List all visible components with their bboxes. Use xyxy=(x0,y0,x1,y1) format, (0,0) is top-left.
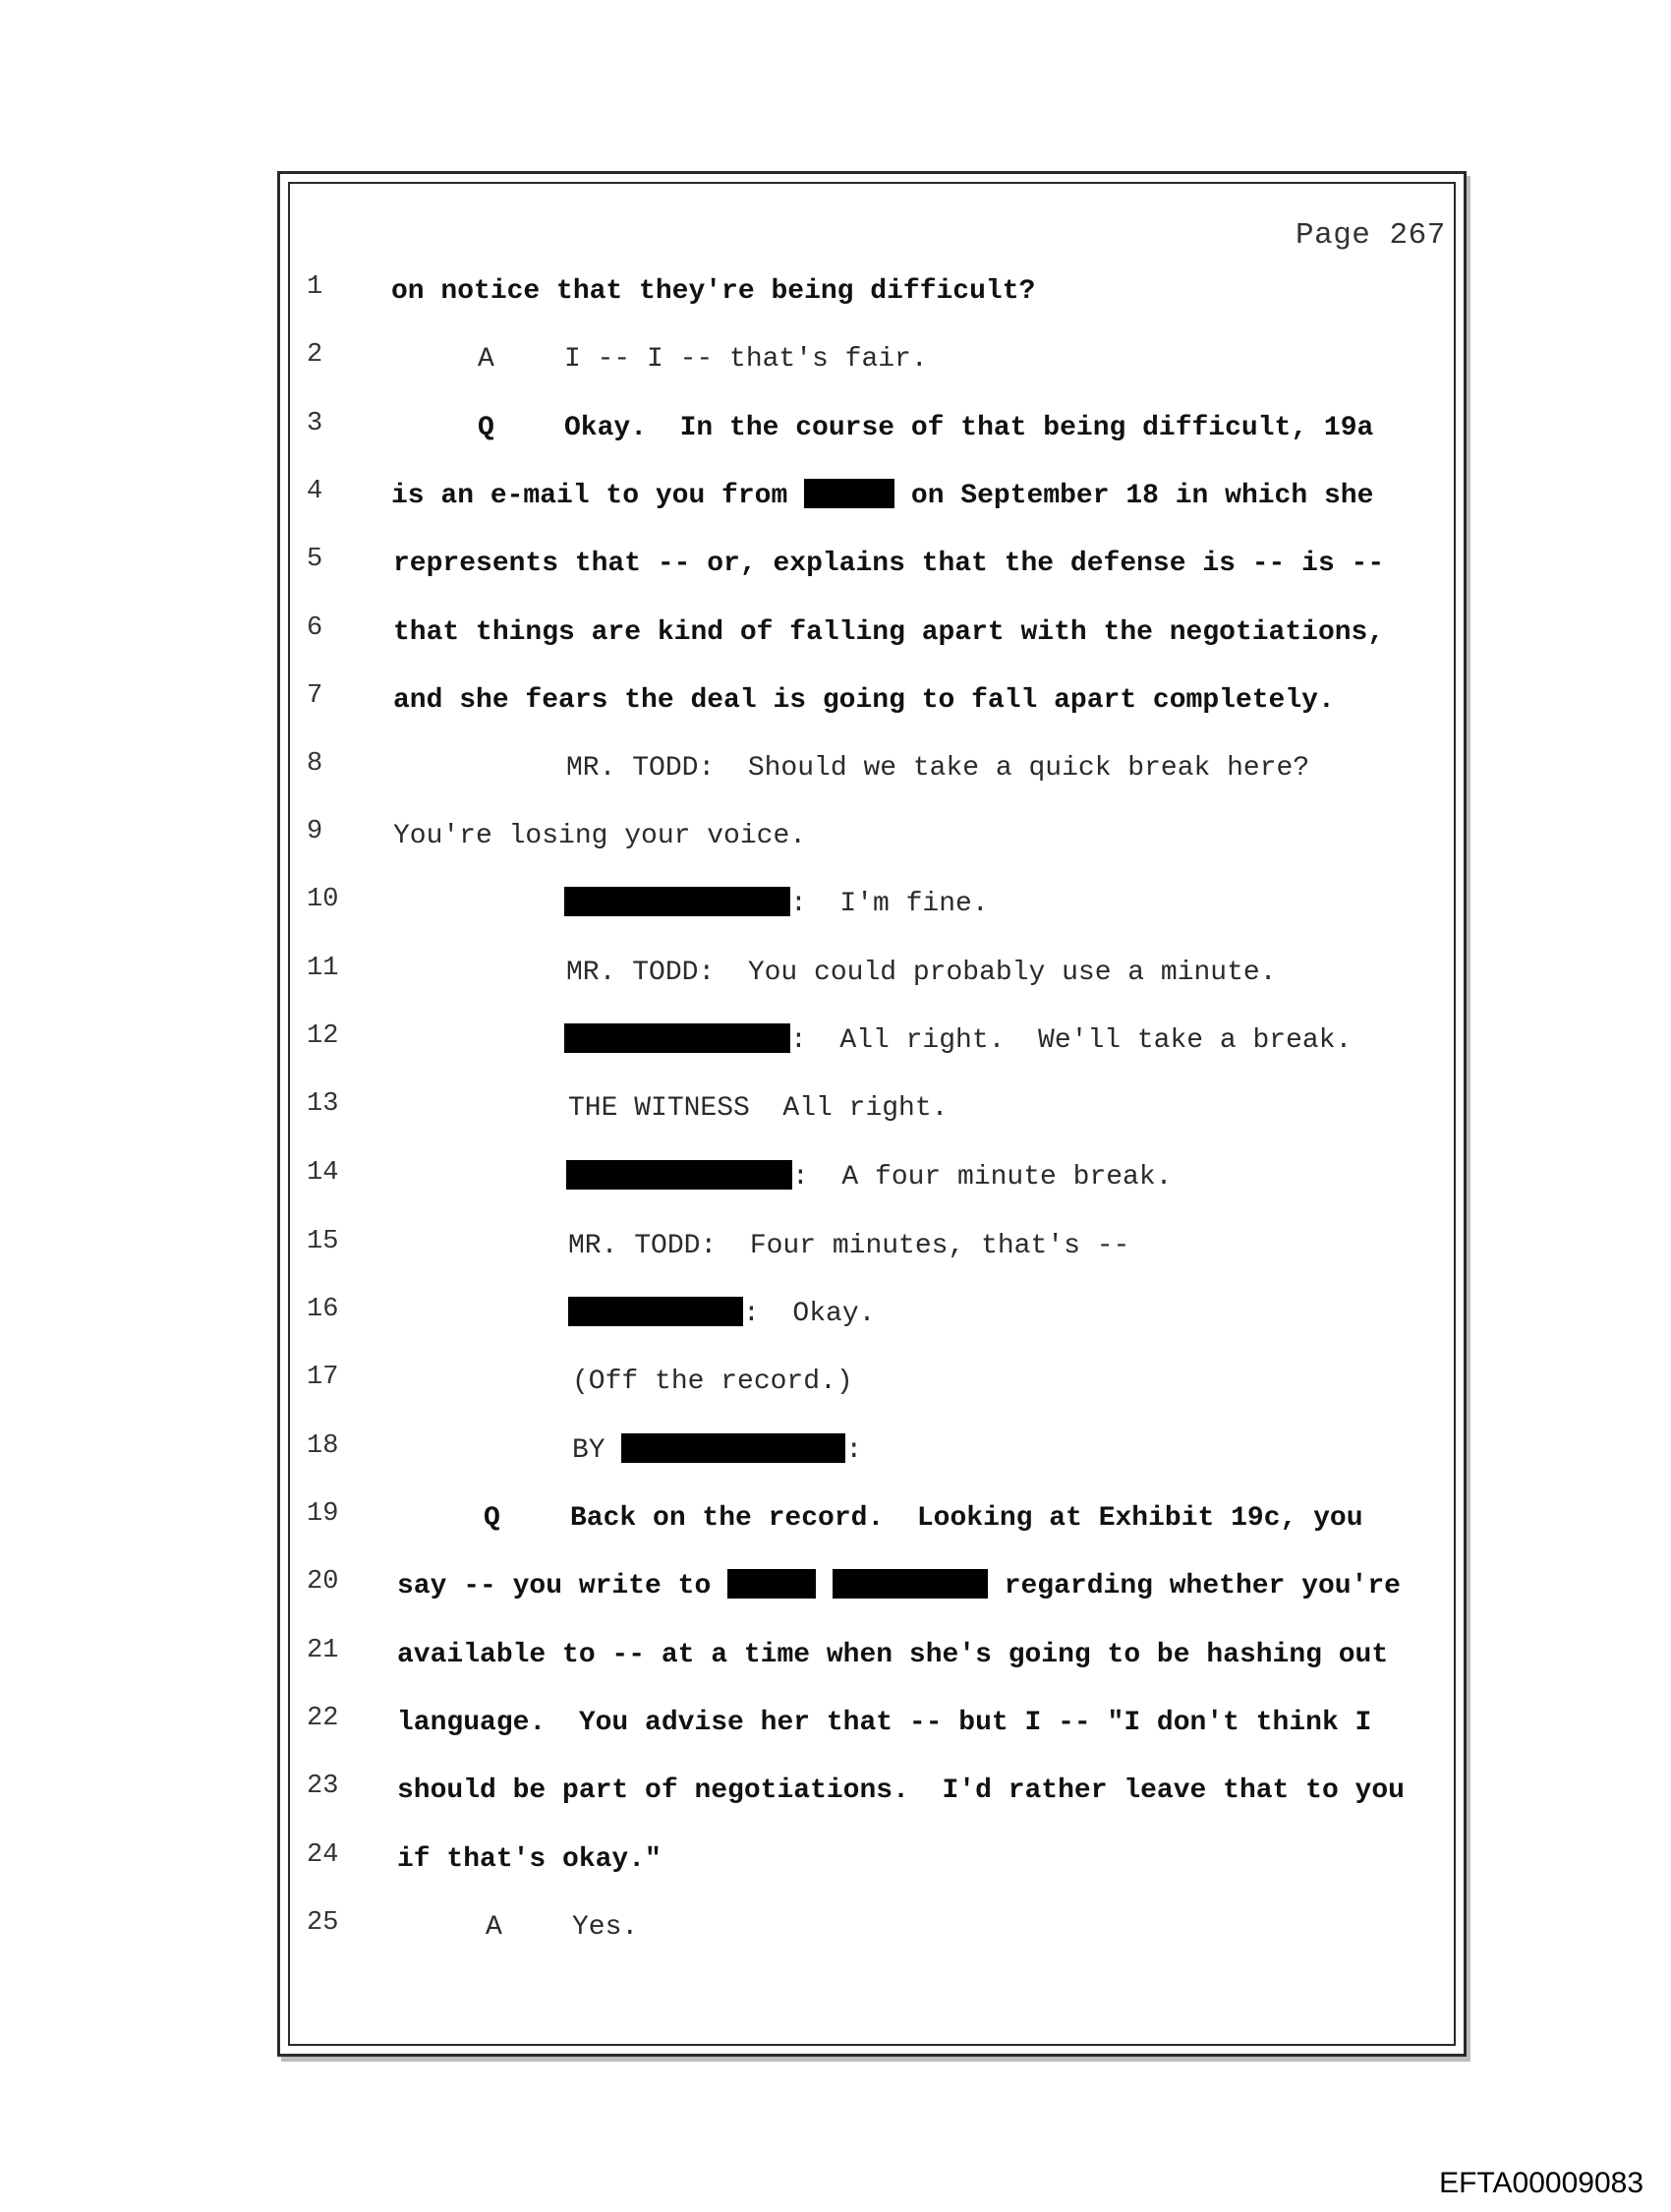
line-text-after: : All right. We'll take a break. xyxy=(790,1025,1353,1056)
line-text: (Off the record.) xyxy=(572,1367,853,1397)
line-text: represents that -- or, explains that the defense is -- is -- xyxy=(393,549,1385,579)
transcript-line-25 xyxy=(0,1908,1671,1948)
line-number: 15 xyxy=(307,1227,339,1256)
redaction-block xyxy=(804,479,894,508)
line-number: 8 xyxy=(307,749,323,779)
line-text xyxy=(397,1567,1401,1606)
transcript-line-23 xyxy=(0,1772,1671,1811)
line-text: on notice that they're being difficult? xyxy=(391,276,1036,307)
transcript-line-7 xyxy=(0,681,1671,721)
line-number: 25 xyxy=(307,1908,339,1938)
transcript-line-1 xyxy=(0,272,1671,312)
line-text: should be part of negotiations. I'd rather leave that to you xyxy=(397,1775,1405,1806)
line-text xyxy=(566,1158,1172,1197)
transcript-line-4 xyxy=(0,477,1671,516)
line-text: Okay. In the course of that being difficult, 19a xyxy=(564,413,1374,443)
line-text: if that's okay." xyxy=(397,1844,662,1875)
line-text xyxy=(391,477,1373,516)
redaction-block xyxy=(566,1160,792,1190)
redaction-block xyxy=(621,1433,845,1463)
line-text-after: regarding whether you're xyxy=(1004,1571,1401,1601)
line-text: that things are kind of falling apart with the negotiations, xyxy=(393,617,1385,648)
transcript-line-15 xyxy=(0,1227,1671,1266)
line-text: Yes. xyxy=(572,1912,639,1943)
transcript-line-22 xyxy=(0,1704,1671,1743)
line-text xyxy=(568,1295,875,1334)
line-text-after: : A four minute break. xyxy=(792,1162,1173,1193)
transcript-line-18 xyxy=(0,1431,1671,1471)
transcript-line-21 xyxy=(0,1636,1671,1675)
line-number: 14 xyxy=(307,1158,339,1188)
line-number: 9 xyxy=(307,817,323,846)
line-text: I -- I -- that's fair. xyxy=(564,344,928,375)
redaction-block xyxy=(727,1569,816,1599)
transcript-line-24 xyxy=(0,1840,1671,1880)
line-text: MR. TODD: You could probably use a minute. xyxy=(566,958,1277,988)
line-number: 23 xyxy=(307,1772,339,1801)
line-number: 5 xyxy=(307,545,323,574)
line-number: 12 xyxy=(307,1021,339,1051)
answer-marker: A xyxy=(478,344,494,375)
line-text: MR. TODD: Should we take a quick break here? xyxy=(566,753,1310,784)
line-text: You're losing your voice. xyxy=(393,821,807,851)
transcript-line-8 xyxy=(0,749,1671,788)
line-text-before: BY xyxy=(572,1435,605,1466)
line-number: 21 xyxy=(307,1636,339,1665)
document-id-footer: EFTA00009083 xyxy=(1439,2167,1643,2199)
transcript-line-10 xyxy=(0,885,1671,924)
line-text: language. You advise her that -- but I -- "I don't think I xyxy=(397,1708,1372,1738)
line-text-after: : Okay. xyxy=(743,1299,876,1329)
transcript-line-16 xyxy=(0,1295,1671,1334)
line-number: 24 xyxy=(307,1840,339,1870)
transcript-line-9 xyxy=(0,817,1671,856)
transcript-line-20 xyxy=(0,1567,1671,1606)
transcript-line-6 xyxy=(0,613,1671,653)
transcript-line-14 xyxy=(0,1158,1671,1197)
answer-marker: A xyxy=(486,1912,502,1943)
line-number: 1 xyxy=(307,272,323,302)
line-number: 2 xyxy=(307,340,323,370)
line-text xyxy=(572,1431,862,1471)
line-number: 4 xyxy=(307,477,323,506)
line-text-after: on September 18 in which she xyxy=(910,481,1374,511)
transcript-line-17 xyxy=(0,1363,1671,1402)
redaction-block xyxy=(833,1569,988,1599)
transcript-line-5 xyxy=(0,545,1671,584)
line-number: 7 xyxy=(307,681,323,711)
transcript-line-13 xyxy=(0,1089,1671,1129)
line-text-before: is an e-mail to you from xyxy=(391,481,788,511)
line-text-after: : I'm fine. xyxy=(790,889,989,919)
question-marker: Q xyxy=(478,413,494,443)
line-number: 17 xyxy=(307,1363,339,1392)
line-number: 6 xyxy=(307,613,323,643)
transcript-line-11 xyxy=(0,954,1671,993)
line-number: 11 xyxy=(307,954,339,983)
redaction-block xyxy=(564,887,790,916)
line-text: THE WITNESS All right. xyxy=(568,1093,949,1124)
line-text xyxy=(564,885,989,924)
line-number: 3 xyxy=(307,409,323,438)
line-number: 13 xyxy=(307,1089,339,1119)
line-text: Back on the record. Looking at Exhibit 19c, you xyxy=(570,1503,1363,1534)
line-text-after: : xyxy=(845,1435,863,1466)
line-number: 20 xyxy=(307,1567,339,1597)
line-number: 18 xyxy=(307,1431,339,1461)
line-text: and she fears the deal is going to fall apart completely. xyxy=(393,685,1335,716)
line-text-before: say -- you write to xyxy=(397,1571,712,1601)
line-number: 10 xyxy=(307,885,339,914)
line-number: 19 xyxy=(307,1499,339,1529)
page-number: Page 267 xyxy=(1296,218,1446,253)
line-number: 22 xyxy=(307,1704,339,1733)
redaction-block xyxy=(564,1023,790,1053)
transcript-line-19 xyxy=(0,1499,1671,1539)
transcript-line-2 xyxy=(0,340,1671,379)
transcript-line-12 xyxy=(0,1021,1671,1061)
line-number: 16 xyxy=(307,1295,339,1324)
transcript-line-3 xyxy=(0,409,1671,448)
line-text: available to -- at a time when she's going to be hashing out xyxy=(397,1640,1389,1670)
question-marker: Q xyxy=(484,1503,500,1534)
line-text: MR. TODD: Four minutes, that's -- xyxy=(568,1231,1130,1261)
line-text xyxy=(564,1021,1352,1061)
redaction-block xyxy=(568,1297,743,1326)
